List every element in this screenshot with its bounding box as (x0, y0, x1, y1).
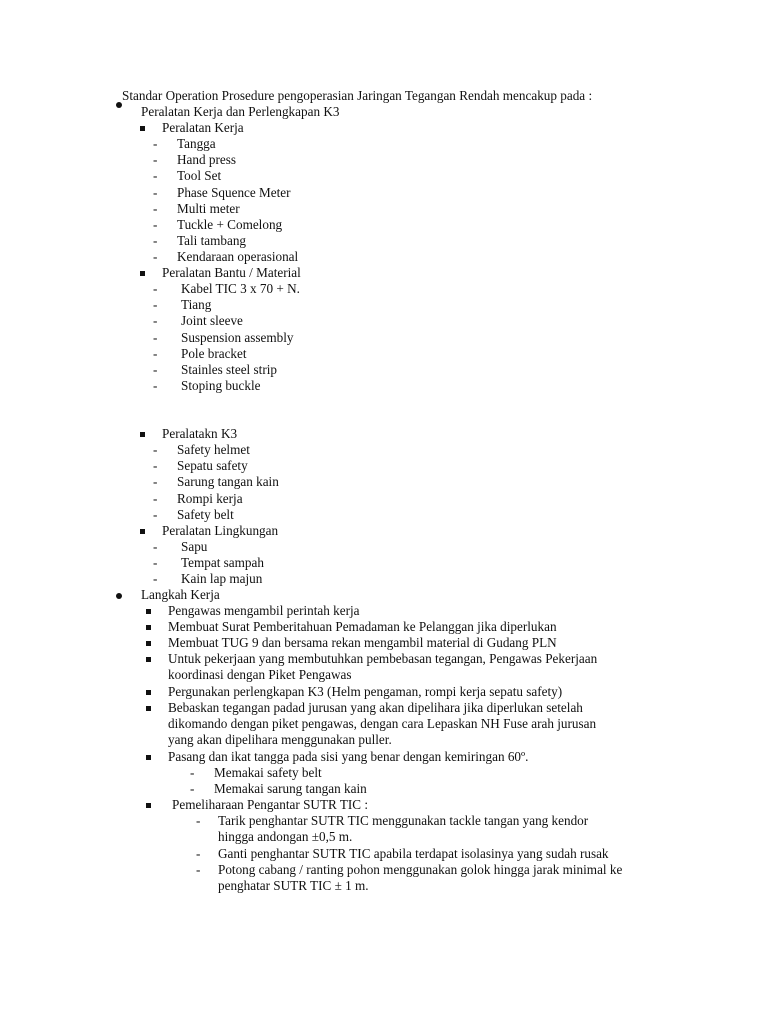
list-item: Tali tambang (177, 233, 247, 249)
bullet-square (146, 755, 151, 760)
section-langkah-kerja-heading: Langkah Kerja (141, 587, 220, 602)
step-text-continued: yang akan dipelihara menggunakan puller. (168, 732, 392, 747)
dash-marker: - (153, 184, 158, 200)
list-item: Tuckle + Comelong (177, 217, 283, 232)
dash-marker: - (190, 781, 195, 796)
dash-marker: - (196, 846, 201, 861)
list-item: Pole bracket (181, 345, 247, 361)
step-text: Pergunakan perlengkapan K3 (Helm pengaman, rompi kerja sepatu safety) (168, 684, 563, 699)
list-item: Stainles steel strip (181, 362, 277, 377)
step-text: Bebaskan tegangan padad jurusan yang akan dipelihara jika diperlukan setelah (168, 700, 583, 715)
step-text: Membuat Surat Pemberitahuan Pemadaman ke Pelanggan jika diperlukan (168, 619, 557, 634)
list-item: Suspension assembly (181, 329, 294, 345)
step-text-continued: koordinasi dengan Piket Pengawas (168, 667, 352, 682)
list-item: Tool Set (177, 168, 222, 184)
dash-marker: - (153, 152, 158, 168)
bullet-square (140, 126, 145, 131)
subsection-peralatan-k3: Peralatakn K3 (162, 426, 238, 441)
dash-marker: - (153, 506, 158, 522)
step-text: Pengawas mengambil perintah kerja (168, 603, 360, 618)
subsection-peralatan-kerja: Peralatan Kerja (162, 120, 244, 135)
dash-marker: - (153, 249, 158, 265)
bullet-disc (116, 593, 122, 599)
bullet-square (146, 641, 151, 646)
dash-marker: - (196, 813, 201, 828)
dash-marker: - (153, 329, 158, 345)
dash-marker: - (153, 555, 158, 571)
list-item: Rompi kerja (177, 490, 243, 506)
list-item: Stoping buckle (181, 378, 261, 394)
list-item: Kabel TIC 3 x 70 + N. (181, 281, 300, 296)
bullet-square (140, 529, 145, 534)
list-item: Hand press (177, 152, 236, 168)
bullet-square (146, 609, 151, 614)
step-text-continued: dikomando dengan piket pengawas, dengan cara Lepaskan NH Fuse arah jurusan (168, 716, 597, 731)
dash-marker: - (153, 136, 158, 151)
bullet-square (146, 706, 151, 711)
list-item: Safety belt (177, 506, 234, 522)
dash-marker: - (153, 217, 158, 232)
section-peralatan-heading: Peralatan Kerja dan Perlengkapan K3 (141, 104, 340, 119)
dash-marker: - (153, 281, 158, 296)
dash-marker: - (153, 362, 158, 377)
step-text: Untuk pekerjaan yang membutuhkan pembebasan tegangan, Pengawas Pekerjaan (168, 651, 598, 666)
pemeliharaan-item-continued: hingga andongan ±0,5 m. (218, 829, 353, 844)
tangga-item: Memakai safety belt (214, 765, 322, 780)
bullet-square (140, 432, 145, 437)
dash-marker: - (190, 765, 195, 780)
list-item: Kendaraan operasional (177, 249, 299, 265)
pemeliharaan-item: Tarik penghantar SUTR TIC menggunakan tackle tangan yang kendor (218, 813, 589, 828)
dash-marker: - (153, 442, 158, 457)
bullet-square (140, 271, 145, 276)
list-item: Tiang (181, 297, 212, 313)
dash-marker: - (196, 862, 201, 877)
step-text: Pasang dan ikat tangga pada sisi yang benar dengan kemiringan 60º. (168, 749, 529, 764)
subsection-peralatan-lingkungan: Peralatan Lingkungan (162, 523, 279, 538)
dash-marker: - (153, 233, 158, 249)
dash-marker: - (153, 297, 158, 313)
dash-marker: - (153, 378, 158, 394)
step-text: Membuat TUG 9 dan bersama rekan mengambil material di Gudang PLN (168, 635, 557, 650)
subsection-peralatan-bantu: Peralatan Bantu / Material (162, 265, 301, 280)
dash-marker: - (153, 571, 158, 587)
list-item: Tempat sampah (181, 555, 264, 571)
dash-marker: - (153, 313, 158, 329)
list-item: Sapu (181, 539, 208, 554)
bullet-square (146, 803, 151, 808)
dash-marker: - (153, 168, 158, 184)
bullet-square (146, 690, 151, 695)
list-item: Phase Squence Meter (177, 184, 291, 200)
dash-marker: - (153, 490, 158, 506)
list-item: Multi meter (177, 200, 240, 216)
dash-marker: - (153, 458, 158, 474)
document-title: Standar Operation Prosedure pengoperasian Jaringan Tegangan Rendah mencakup pada : (122, 88, 593, 103)
list-item: Safety helmet (177, 442, 250, 457)
list-item: Kain lap majun (181, 571, 263, 587)
bullet-square (146, 657, 151, 662)
dash-marker: - (153, 345, 158, 361)
tangga-item: Memakai sarung tangan kain (214, 781, 367, 796)
bullet-square (146, 625, 151, 630)
list-item: Joint sleeve (181, 313, 243, 329)
dash-marker: - (153, 200, 158, 216)
pemeliharaan-item: Potong cabang / ranting pohon menggunakan golok hingga jarak minimal ke (218, 862, 623, 877)
subsection-pemeliharaan: Pemeliharaan Pengantar SUTR TIC : (172, 797, 369, 812)
dash-marker: - (153, 539, 158, 554)
bullet-disc (116, 102, 122, 108)
list-item: Sepatu safety (177, 458, 248, 474)
pemeliharaan-item-continued: penghatar SUTR TIC ± 1 m. (218, 878, 369, 893)
dash-marker: - (153, 474, 158, 490)
pemeliharaan-item: Ganti penghantar SUTR TIC apabila terdapat isolasinya yang sudah rusak (218, 846, 609, 861)
list-item: Tangga (177, 136, 216, 151)
list-item: Sarung tangan kain (177, 474, 279, 490)
